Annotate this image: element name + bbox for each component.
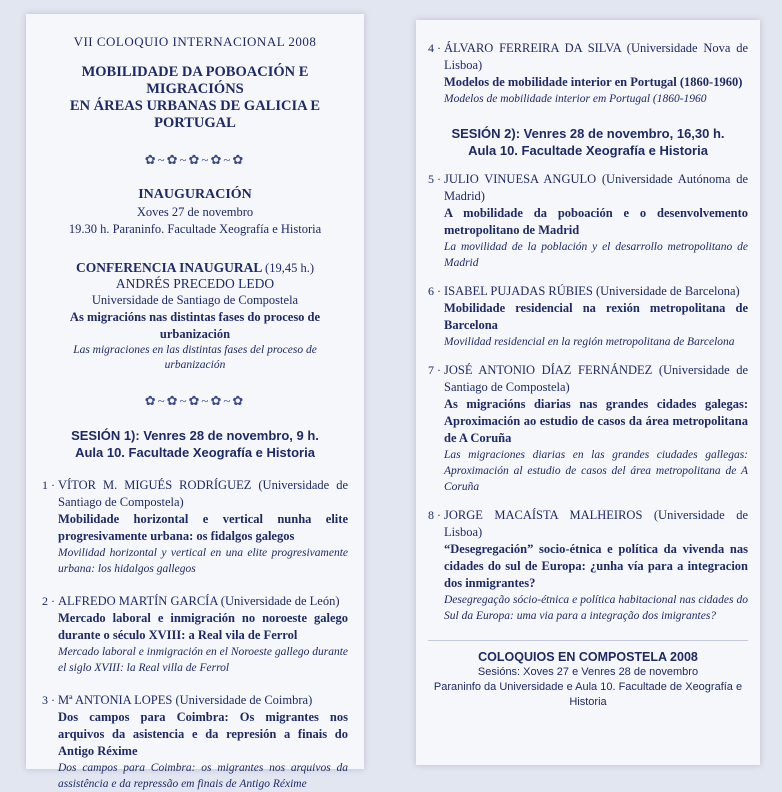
footer-dates: Sesións: Xoves 27 e Venres 28 de novembro — [477, 666, 699, 678]
talk-translation: Dos campos para Coimbra: os migrantes nos arquivos da assistência e da repressão em finais de Antigo Réxime — [58, 762, 348, 790]
session1-line2: Aula 10. Facultade Xeografía e Historia — [75, 445, 315, 460]
inauguration-block — [42, 186, 348, 238]
talk-speaker: Mª ANTONIA LOPES (Universidade de Coimbra) — [58, 693, 313, 707]
talk-speaker: ISABEL PUJADAS RÚBIES (Universidade de Barcelona) — [444, 284, 740, 298]
talk-title: Mercado laboral e inmigración no noroeste galego durante o século XVIII: a Real vila de Ferrol — [58, 611, 348, 642]
session2-heading — [428, 125, 748, 159]
session2-line2: Aula 10. Facultade Xeografía e Historia — [468, 143, 708, 158]
conference-heading — [42, 260, 348, 276]
inauguration-place: 19.30 h. Paraninfo. Facultade Xeografía e Historia — [68, 222, 322, 236]
conference-speaker: ANDRÉS PRECEDO LEDO — [115, 276, 275, 291]
main-title — [42, 64, 348, 132]
right-panel — [416, 20, 760, 765]
talk-item-4 — [428, 40, 748, 107]
talk-number: 1 · — [42, 478, 55, 492]
talk-number: 7 · — [428, 363, 441, 377]
footer — [428, 640, 748, 710]
conference-title: As migracións nas distintas fases do proceso de urbanización — [69, 310, 321, 341]
talk-title: As migracións diarias nas grandes cidades galegas: Aproximación ao estudio de casos da área metropolitana de A Coruña — [444, 397, 748, 445]
talk-translation: Las migraciones diarias en las grandes ciudades gallegas: Aproximación al estudio de casos del área metropolitana de A Coruña — [444, 449, 748, 493]
talk-item-3 — [42, 692, 348, 792]
conference-time: (19,45 h.) — [265, 261, 314, 275]
talk-title: “Desegregación” socio-étnica e política da vivenda nas cidades do sul de Europa: ¿unha vía para a integracion dos inmigrantes? — [444, 542, 748, 590]
talk-item-2 — [42, 593, 348, 676]
footer-title: COLOQUIOS EN COMPOSTELA 2008 — [478, 650, 698, 664]
coloquio-heading: VII COLOQUIO INTERNACIONAL 2008 — [73, 34, 317, 49]
talk-translation: Movilidad residencial en la región metropolitana de Barcelona — [444, 336, 735, 348]
talk-speaker: JULIO VINUESA ANGULO (Universidade Autónoma de Madrid) — [444, 172, 748, 203]
flourish-ornament: ✿~✿~✿~✿~✿ — [144, 152, 246, 167]
session2-line1: SESIÓN 2): Venres 28 de novembro, 16,30 h. — [451, 126, 725, 141]
talk-title: A mobilidade da poboación e o desenvolvemento metropolitano de Madrid — [444, 206, 748, 237]
talk-speaker: JOSÉ ANTONIO DÍAZ FERNÁNDEZ (Universidade de Santiago de Compostela) — [444, 363, 748, 394]
talk-translation: La movilidad de la población y el desarrollo metropolitano de Madrid — [444, 241, 748, 269]
talk-title: Dos campos para Coimbra: Os migrantes nos arquivos da asistencia e da represión a finais do Antigo Réxime — [58, 710, 348, 758]
talk-number: 2 · — [42, 594, 55, 608]
talk-item-7 — [428, 362, 748, 495]
footer-venue: Paraninfo da Universidade e Aula 10. Facultade de Xeografía e Historia — [433, 681, 743, 708]
main-title-line1: MOBILIDADE DA POBOACIÓN E MIGRACIÓNS — [81, 64, 309, 97]
conference-label: CONFERENCIA INAUGURAL — [76, 260, 262, 275]
talk-translation: Modelos de mobilidade interior em Portugal (1860-1960 — [444, 93, 707, 105]
talk-item-8 — [428, 507, 748, 624]
talk-item-5 — [428, 171, 748, 271]
conference-translation: Las migraciones en las distintas fases del proceso de urbanización — [73, 344, 317, 371]
session1-heading — [42, 427, 348, 461]
left-panel — [26, 14, 364, 790]
conference-block — [42, 260, 348, 373]
talk-translation: Desegregação sócio-étnica e política habitacional nas cidades do Sul da Europa: uma via para a integração dos imigrantes? — [444, 594, 748, 622]
talk-speaker: JORGE MACAÍSTA MALHEIROS (Universidade de Lisboa) — [444, 508, 748, 539]
talk-speaker: ALFREDO MARTÍN GARCÍA (Universidade de León) — [58, 594, 340, 608]
talk-number: 4 · — [428, 41, 441, 55]
talk-item-1 — [42, 477, 348, 577]
talk-translation: Mercado laboral e inmigración en el Noroeste gallego durante el siglo XVIII: la Real villa de Ferrol — [58, 646, 348, 674]
talk-speaker: ÁLVARO FERREIRA DA SILVA (Universidade Nova de Lisboa) — [444, 41, 748, 72]
talk-title: Mobilidade horizontal e vertical nunha elite progresivamente urbana: os fidalgos galegos — [58, 512, 348, 543]
talk-speaker: VÍTOR M. MIGUÉS RODRÍGUEZ (Universidade de Santiago de Compostela) — [58, 478, 348, 509]
inauguration-heading: INAUGURACIÓN — [138, 187, 252, 202]
talk-number: 6 · — [428, 284, 441, 298]
main-title-line2: EN ÁREAS URBANAS DE GALICIA E PORTUGAL — [69, 98, 321, 131]
talk-translation: Movilidad horizontal y vertical en una elite progresivamente urbana: los hidalgos gallegos — [58, 547, 348, 575]
talk-number: 3 · — [42, 693, 55, 707]
talk-item-6 — [428, 283, 748, 350]
flourish-ornament-2: ✿~✿~✿~✿~✿ — [144, 393, 246, 408]
talk-title: Mobilidade residencial na rexión metropolitana de Barcelona — [444, 301, 748, 332]
talk-title: Modelos de mobilidade interior en Portugal (1860-1960) — [444, 75, 743, 89]
session1-line1: SESIÓN 1): Venres 28 de novembro, 9 h. — [71, 428, 319, 443]
conference-university: Universidade de Santiago de Compostela — [91, 293, 299, 307]
talk-number: 5 · — [428, 172, 441, 186]
talk-number: 8 · — [428, 508, 441, 522]
inauguration-date: Xoves 27 de novembro — [136, 205, 254, 219]
